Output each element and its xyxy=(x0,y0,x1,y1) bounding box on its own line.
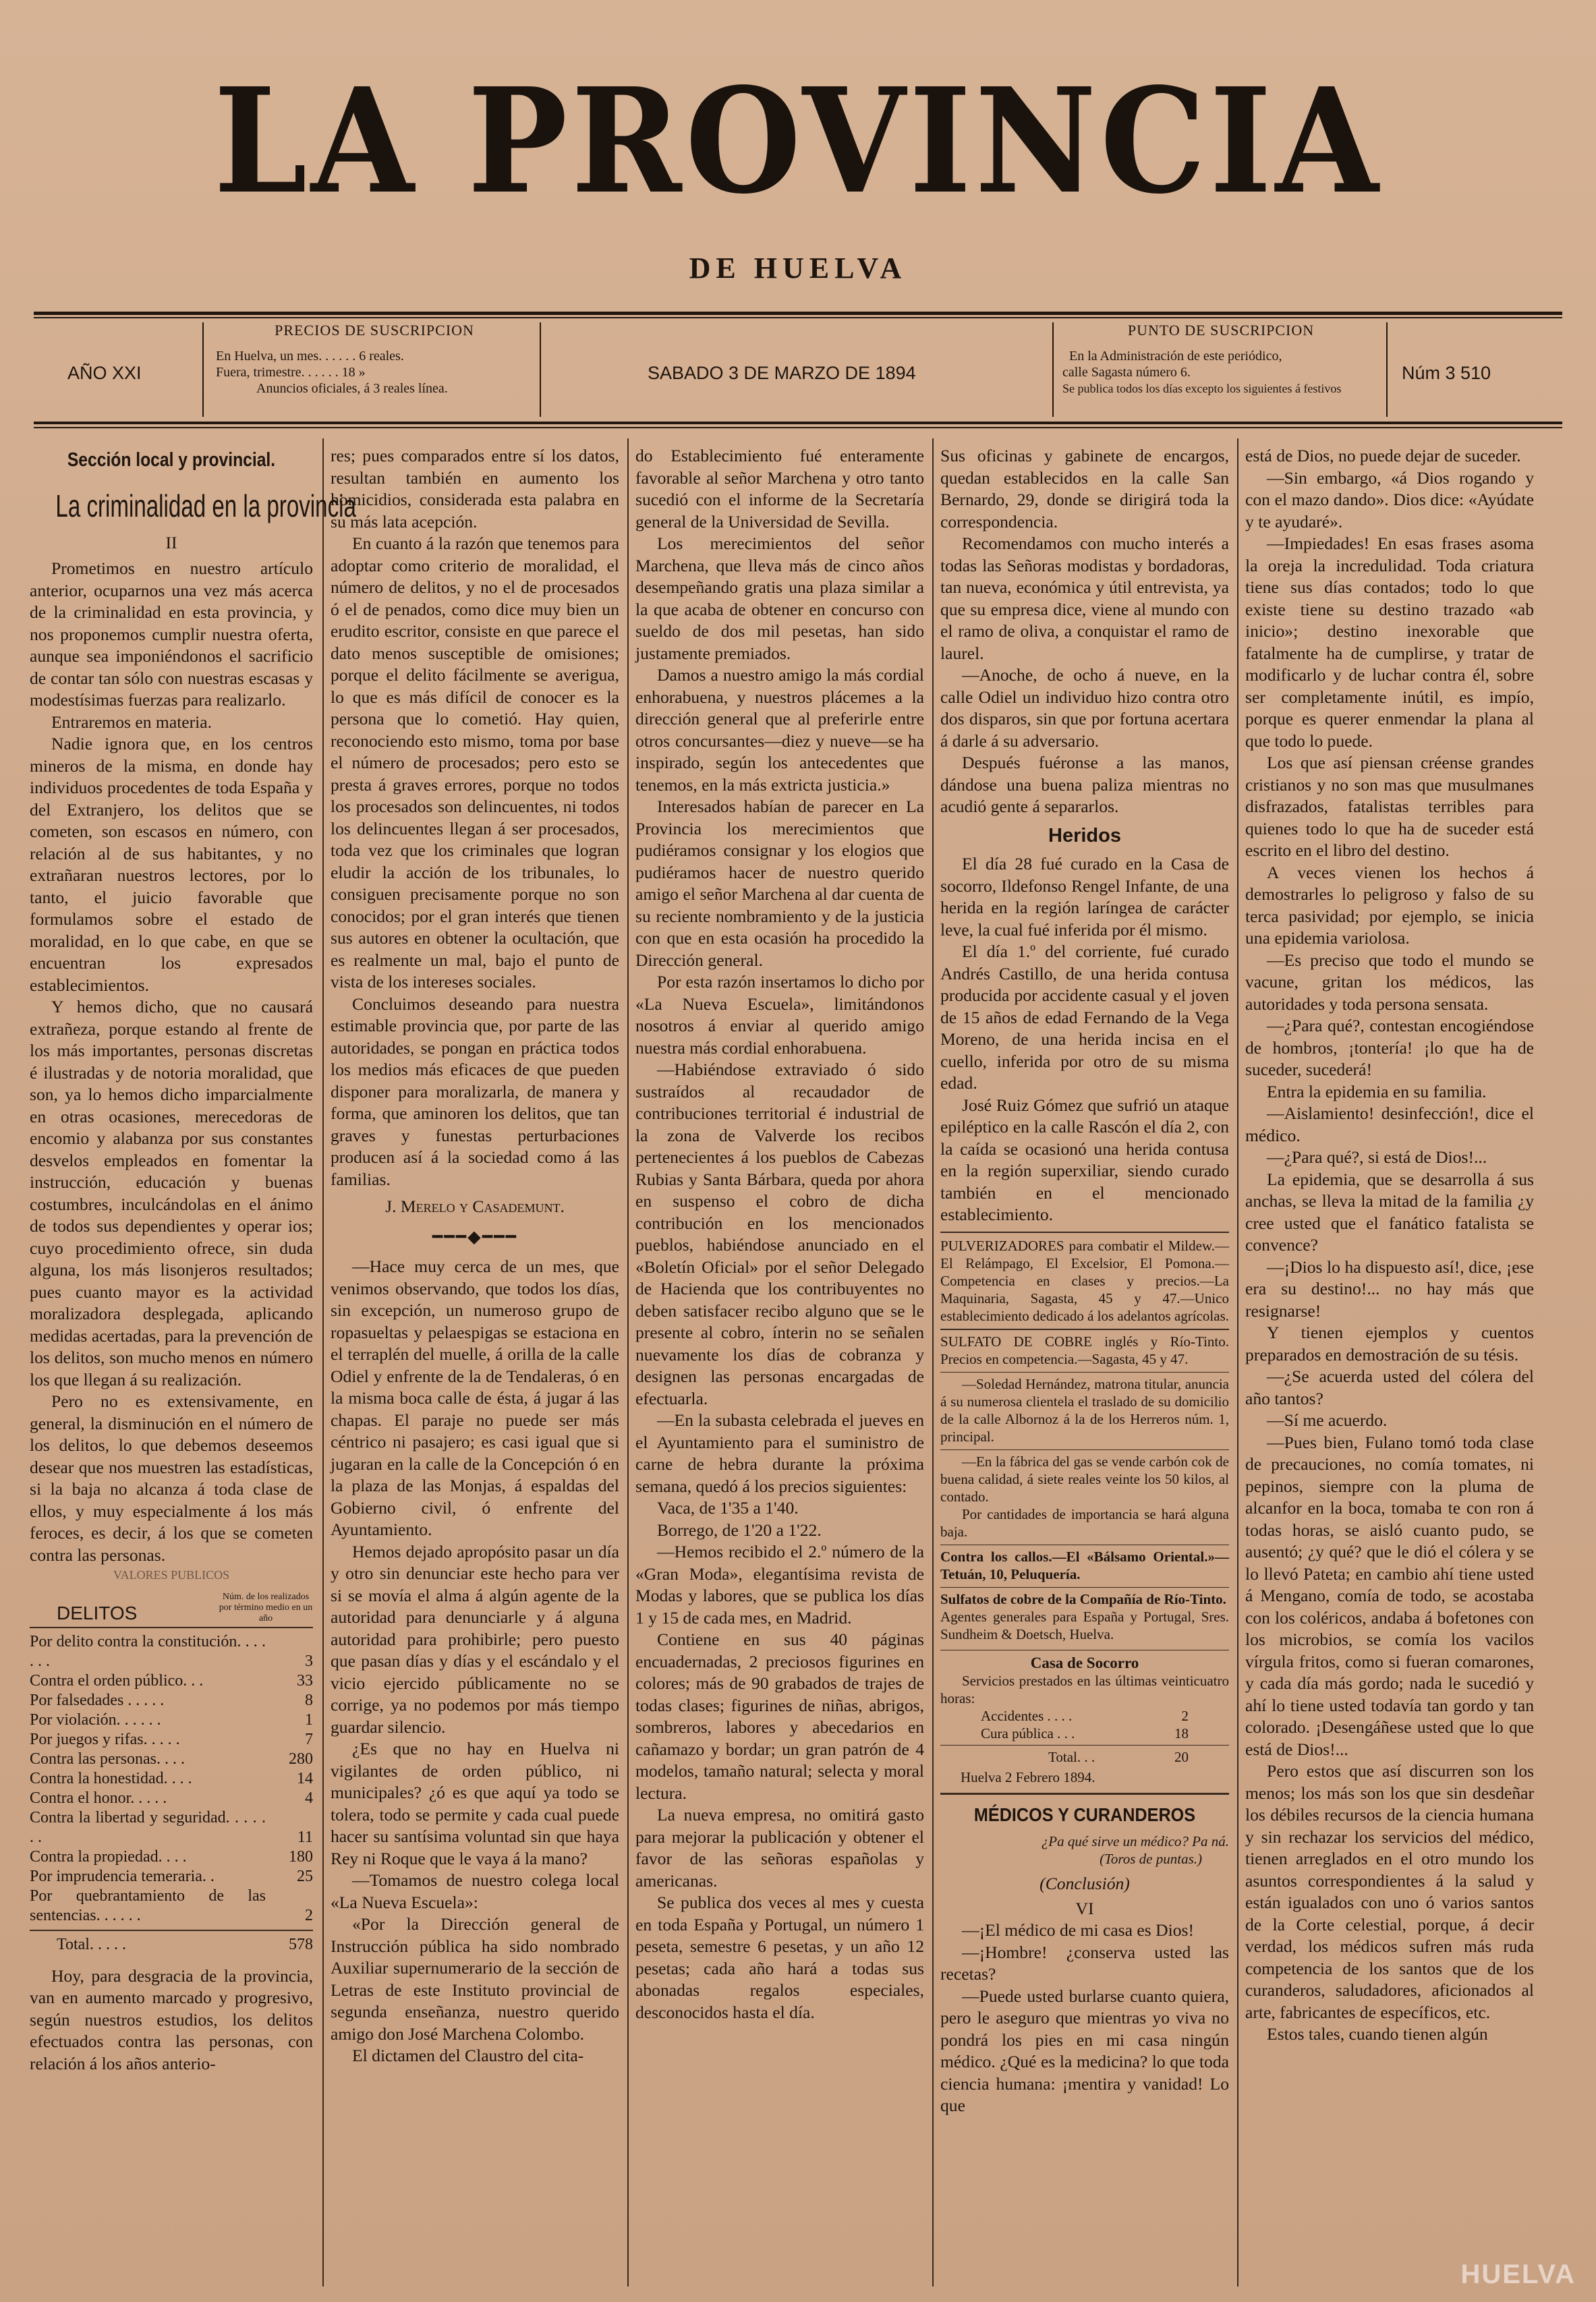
row-value: 4 xyxy=(305,1789,313,1807)
table-row xyxy=(30,1632,313,1671)
paragraph: Los merecimientos del señor Marchena, que lleva más de cinco años desempeñando gratis una plaza similar a la que acaba de obtener en concurso con sueldo de dos mil pesetas, han sido justamente premiados. xyxy=(635,534,924,663)
paragraph: En cuanto á la razón que tenemos para adoptar como criterio de moralidad, el número de delitos, y no el de procesados ó el de penados, como dice muy bien un erudito escritor, consiste en que parece el dato menos susceptible de omisiones; porque el delito fácilmente se averigua, lo que es más difícil de conocer es la persona que lo cometió. Hay quien, reconociendo esto mismo, toma por base el número de procesados; pero esto se presta á graves errores, porque no todos los procesados son delincuentes, ni todos los delincuentes llegan á ser procesados, toda vez que los criminales que logran eludir la acción de los tribunales, lo consiguen precisamente porque no son conocidos; por el gran interés que tienen sus autores en obtener la ocultación, que es realmente un mal, bajo el punto de vista de los intereses sociales. xyxy=(331,534,619,991)
column-divider xyxy=(932,438,934,2286)
column-3 xyxy=(635,445,924,2286)
socorro-label: Accidentes . . . . xyxy=(981,1707,1073,1724)
top-rule xyxy=(34,312,1562,315)
paragraph: Vaca, de 1'35 a 1'40. xyxy=(657,1498,799,1518)
paragraph: —¡Dios lo ha dispuesto así!, dice, ¡ese era su destino!... no hay más que resignarse! xyxy=(1245,1257,1534,1321)
issue-date: SABADO 3 DE MARZO DE 1894 xyxy=(648,363,916,383)
price-line: En Huelva, un mes. . . . . . 6 reales. xyxy=(216,349,404,364)
paragraph: Después fuéronse a las manos, dándose una buena paliza mientras no acudió gente á separarlos. xyxy=(940,753,1229,816)
table-row xyxy=(30,1867,313,1887)
socorro-value: 2 xyxy=(1181,1707,1189,1724)
paragraph: —Hemos recibido el 2.º número de la «Gran Moda», elegantísima revista de Modas y labores, que se publica los días 1 y 15 de cada mes, en Madrid. xyxy=(635,1542,924,1628)
row-value: 2 xyxy=(305,1907,313,1924)
part-number: II xyxy=(165,532,177,552)
paragraph: El dictamen del Claustro del cita- xyxy=(352,2046,584,2065)
paragraph: —Aislamiento! desinfección!, dice el médico. xyxy=(1245,1103,1534,1145)
row-value: 1 xyxy=(305,1711,313,1729)
paragraph: —Habiéndose extraviado ó sido sustraídos al recaudador de contribuciones territorial é industrial de la zona de Valverde los recibos pertenecientes á los pueblos de Cabezas Rubias y Santa Bárbara, queda por ahora en suspenso el cobro de dicha contribución en los mencionados pueblos, habiéndose anunciado en el «Boletín Oficial» por el señor Delegado de Hacienda que los contribuyentes no deben satisfacer recibo alguno que se le presente al cobro, ínterin no se señalen nuevamente los días de cobranza y designen las personas encargadas de efectuarla. xyxy=(635,1060,924,1408)
row-label: Por violación. . . . . . xyxy=(30,1711,161,1729)
table-row xyxy=(30,1710,313,1730)
price-line: Fuera, trimestre. . . . . . 18 » xyxy=(216,365,366,380)
paragraph: —Puede usted burlarse cuanto quiera, pero le aseguro que mientras yo viva no pondrá los pies en mi casa ningún médico. ¿Qué es la medicina? lo que toda ciencia humana: ¡mentira y vanidad! Lo que xyxy=(940,1986,1229,2115)
socorro-row xyxy=(940,1707,1229,1725)
paragraph: Pero estos que así discurren son los menos; los más son los que sin desdeñar los débiles recursos de la ciencia humana y sin rechazar los servicios del médico, tienen arreglados en el otro mundo los asuntos correspondientes á la salud y están igualados con uno ó varios santos de la Corte celestial, porque, á decir verdad, los médicos sufren más ruda competencia de los santos que de los curanderos, saludadores, aficionados al arte, fabricantes de específicos, etc. xyxy=(1245,1761,1534,2022)
row-label: Por imprudencia temeraria. . xyxy=(30,1868,215,1885)
paragraph: La nueva empresa, no omitirá gasto para mejorar la publicación y obtener el favor de las señoras españolas y americanas. xyxy=(635,1805,924,1891)
ornament-divider: ━━━◆━━━ xyxy=(432,1226,518,1246)
row-value: 3 xyxy=(305,1652,313,1670)
ad-text: —En la fábrica del gas se vende carbón cok de buena calidad, á siete reales veinte los 50 kilos, al contado. xyxy=(940,1449,1229,1505)
socorro-row xyxy=(940,1725,1229,1742)
table-row xyxy=(30,1789,313,1808)
point-title: PUNTO DE SUSCRIPCION xyxy=(1127,322,1315,339)
band-divider xyxy=(540,322,541,417)
row-label: Contra el orden público. . . xyxy=(30,1672,204,1690)
row-value: 180 xyxy=(289,1848,313,1866)
paragraph: —Anoche, de ocho á nueve, en la calle Odiel un individuo hizo contra otro dos disparos, sin que por fortuna acertara á darle á su adversario. xyxy=(940,665,1229,751)
paragraph: Hemos dejado apropósito pasar un día y otro sin denunciar este hecho para ver si se movía el alma á algún agente de la autoridad para denunciarle y á alguna autoridad para prohibirle; pero puesto que pasan días y días y el escándalo y el vicio ejercido públicamente no se corrige, ya no podemos por más tiempo guardar silencio. xyxy=(331,1541,619,1737)
table-note: Núm. de los realizados por término medio en un año xyxy=(219,1592,313,1623)
band-bottom-rule xyxy=(34,422,1562,424)
table-row xyxy=(30,1691,313,1710)
ad-text: PULVERIZADORES para combatir el Mildew.—El Relámpago, El Excelsior, El Pomona.—Competencia en clases y precios.—La Maquinaria, Sagasta, 45 y 47.—Unico establecimiento dedicado á los adelantos agrícolas. xyxy=(940,1237,1230,1324)
chapter-number: VI xyxy=(1075,1898,1094,1918)
row-value: 7 xyxy=(305,1731,313,1748)
point-line: En la Administración de este periódico, xyxy=(1069,349,1282,364)
socorro-value: 18 xyxy=(1174,1725,1189,1742)
table-row xyxy=(30,1730,313,1750)
archive-watermark: HUELVA xyxy=(1460,2260,1576,2289)
paragraph: Pero no es extensivamente, en general, la disminución en el número de los delitos, lo que debemos deseemos desear que nos muestren las estadísticas, si la baja no alcanza á toda clase de ellos, y muy especialmente á los más feroces, es decir, á los que se cometen contra las personas. xyxy=(30,1391,313,1565)
conclusion-label: (Conclusión) xyxy=(1039,1874,1130,1893)
paragraph: Hoy, para desgracia de la provincia, van en aumento marcado y progresivo, según nuestros estudios, los delitos efectuados contra las personas, con relación á los años anterio- xyxy=(30,1965,313,2073)
paragraph: Interesados habían de parecer en La Provincia los merecimientos que pudiéramos consignar y los elogios que pudiéramos hacer de nuestro querido amigo el señor Marchena al dar cuenta de su reciente nombramiento y de la justicia con que en esta ocasión ha procedido la Dirección general. xyxy=(635,797,924,970)
price-line: Anuncios oficiales, á 3 reales línea. xyxy=(256,381,448,396)
table-row xyxy=(30,1769,313,1789)
paragraph: do Establecimiento fué enteramente favorable al señor Marchena y otro tanto sucedió con el informe de la Secretaría general de la Universidad de Sevilla. xyxy=(635,446,924,531)
paragraph: Estos tales, cuando tienen algún xyxy=(1267,2024,1488,2044)
row-value: 8 xyxy=(305,1692,313,1709)
column-1 xyxy=(30,445,356,2286)
ad-text: SULFATO DE COBRE inglés y Río-Tinto. Precios en competencia.—Sagasta, 45 y 47. xyxy=(940,1329,1229,1368)
epigraph-source: (Toros de puntas.) xyxy=(1100,1851,1202,1867)
paragraph: José Ruiz Gómez que sufrió un ataque epiléptico en la calle Rascón el día 2, con la caída se ocasionó una herida contusa en la región superxiliar, siendo curado también en el mencionado establecimiento. xyxy=(940,1095,1229,1224)
paragraph: Por esta razón insertamos lo dicho por «La Nueva Escuela», limitándonos nosotros á enviar al querido amigo nuestra más cordial enhorabuena. xyxy=(635,972,924,1058)
medicos-heading: MÉDICOS Y CURANDEROS xyxy=(973,1804,1196,1825)
row-label: Contra la propiedad. . . . xyxy=(30,1848,187,1866)
paragraph: —Sin embargo, «á Dios rogando y con el mazo dando». Dios dice: «Ayúdate y te ayudaré». xyxy=(1245,467,1534,531)
paragraph: Entraremos en materia. xyxy=(51,712,212,732)
paragraph: —Pues bien, Fulano tomó toda clase de precauciones, no comía tomates, ni pepinos, siempre con la pluma de alcanfor en la boca, tomaba te con ron á todas horas, se aisló cuanto pudo, se ausentó; ¿y qué? que le dió el cólera y se lo llevó Pateta; en cambio ahí tiene usted á Mengano, comía de todo, se acostaba con los coléricos, andaba á bofetones con los microbios, se comía los vacilos vírgula fritos, como si fueran comarones, y cada día más gordo; nada le sucedió y ahí lo tiene usted todavía tan gordo y tan colorado. ¡Desengáñese usted que lo que está de Dios!... xyxy=(1245,1432,1534,1759)
paragraph: Contiene en sus 40 páginas encuadernadas, 2 preciosos figurines en colores; más de 90 grabados de trajes de todas clases; figurines de niñas, abrigos, sombreros, labores y abecedarios en cañamazo y bordar; un gran patrón de 4 modelos, tamaño natural; selecta y moral lectura. xyxy=(635,1630,924,1803)
paragraph: res; pues comparados entre sí los datos, resultan también en aumento los homicidios, considerada esta palabra en su más lata acepción. xyxy=(331,446,619,531)
column-divider xyxy=(322,438,324,2286)
paragraph: Prometimos en nuestro artículo anterior, ocuparnos una vez más acerca de la criminalidad en esta provincia, y nos proponemos cumplir nuestra oferta, aunque sea imponiéndonos el sacrificio de contar tan sólo con nuestras escasas y modestísimas fuerzas para realizarlo. xyxy=(30,558,313,710)
paragraph: El día 1.º del corriente, fué curado Andrés Castillo, de una herida contusa producida por accidente casual y el joven de 15 años de edad Fernando de la Vega Moreno, de una herida incisa en el cuello, inferida por otro de su misma edad. xyxy=(940,942,1229,1093)
article-headline: La criminalidad en la provincia xyxy=(55,488,356,523)
socorro-total-label: Total. . . xyxy=(1048,1748,1095,1765)
row-label: Por quebrantamiento de las sentencias. . . . . . xyxy=(30,1887,266,1924)
table-caption: VALORES PUBLICOS xyxy=(113,1568,230,1582)
paragraph: —Sí me acuerdo. xyxy=(1267,1410,1388,1430)
socorro-label: Cura pública . . . xyxy=(981,1725,1075,1742)
paragraph: Y tienen ejemplos y cuentos preparados en demostración de su tésis. xyxy=(1245,1323,1534,1364)
column-divider xyxy=(627,438,629,2286)
paragraph: «Por la Dirección general de Instrucción pública ha sido nombrado Auxiliar supernumerario de la sección de Letras de este Instituto provincial de segunda enseñanza, nuestro querido amigo don José Marchena Colombo. xyxy=(331,1914,619,2044)
row-label: Contra el honor. . . . . xyxy=(30,1789,167,1807)
paragraph: Sus oficinas y gabinete de encargos, quedan establecidos en la calle San Bernardo, 29, donde se dirigirá toda la correspondencia. xyxy=(940,446,1229,531)
table-row xyxy=(30,1887,313,1926)
point-line: Se publica todos los días excepto los siguientes á festivos xyxy=(1062,382,1342,395)
paragraph: El día 28 fué curado en la Casa de socorro, Ildefonso Rengel Infante, de una herida en la región laríngea de carácter leve, la cual fué inferida por él mismo. xyxy=(940,854,1229,940)
paragraph: —Hace muy cerca de un mes, que venimos observando, que todos los días, sin excepción, un numeroso grupo de ropasueltas y pelaespigas se estaciona en el terraplén del muelle, á orilla de la calle Odiel y enfrente de la de Tendaleras, ó en la misma boca calle de ésta, á jugar á las chapas. El paraje no puede ser más céntrico ni pasajero; es casi igual que si jugaran en la calle de la Concepción ó en la plaza de las Monjas, á espaldas del Gobierno civil, ó enfrente del Ayuntamiento. xyxy=(331,1257,619,1539)
total-value: 578 xyxy=(289,1936,313,1953)
band-divider xyxy=(1386,322,1388,417)
crime-table-header xyxy=(30,1592,313,1628)
advertisements xyxy=(940,1232,1229,1786)
paragraph: está de Dios, no puede dejar de suceder. xyxy=(1245,446,1521,465)
ad-text: Contra los callos.—El «Bálsamo Oriental.»—Tetuán, 10, Peluquería. xyxy=(940,1545,1229,1583)
paragraph: Concluimos deseando para nuestra estimable provincia que, por parte de las autoridades, se pongan en práctica todos los medios más eficaces de que pueden disponer para moralizarla, de manera y forma, que aminoren los delitos, que tan graves y funestas perturbaciones producen así á la sociedad como á las familias. xyxy=(331,994,619,1189)
table-row xyxy=(30,1847,313,1867)
row-label: Contra la honestidad. . . . xyxy=(30,1770,192,1787)
socorro-title: Casa de Socorro xyxy=(940,1650,1229,1672)
paragraph: —¿Para qué?, contestan encogiéndose de hombros, ¡tontería! ¡lo que ha de suceder, sucederá! xyxy=(1245,1016,1534,1079)
author-signature: J. Merelo y Casademunt. xyxy=(385,1197,565,1216)
point-line: calle Sagasta número 6. xyxy=(1062,365,1191,380)
paragraph: A veces vienen los hechos á demostrarles lo peligroso y falso de su terca pasividad; por ejemplo, se inicia una epidemia variolosa. xyxy=(1245,862,1534,948)
masthead-subtitle: DE HUELVA xyxy=(689,252,907,285)
ad-text: —Soledad Hernández, matrona titular, anuncia á su numerosa clientela el traslado de su domicilio de la calle Albornoz á la de los Herreros núm. 1, principal. xyxy=(940,1372,1229,1445)
paragraph: —¿Se acuerda usted del cólera del año tantos? xyxy=(1245,1366,1534,1408)
paragraph: Entra la epidemia en su familia. xyxy=(1267,1081,1487,1101)
epigraph: ¿Pa qué sirve un médico? Pa ná. xyxy=(1041,1833,1229,1849)
socorro-total xyxy=(940,1745,1229,1766)
row-value: 25 xyxy=(297,1868,313,1885)
row-label: Contra las personas. . . . xyxy=(30,1750,185,1768)
column-divider xyxy=(1237,438,1238,2286)
ad-text: Sulfatos de cobre de la Compañía de Río-Tinto. xyxy=(940,1587,1229,1608)
column-5 xyxy=(1245,445,1534,2286)
paragraph: ¿Es que no hay en Huelva ni vigilantes de orden público, ni municipales? ¿ó es que aquí ya todo se tolera, todo se permite y cada cual puede hacer su santísima voluntad sin que haya Rey ni Roque que le vaya á la mano? xyxy=(331,1739,619,1868)
paragraph: Se publica dos veces al mes y cuesta en toda España y Portugal, un número 1 peseta, semestre 6 pesetas, y un año 12 pesetas; cada año hará a todas sus abonadas regalos especiales, desconocidos hasta el día. xyxy=(635,1893,924,2022)
table-row xyxy=(30,1750,313,1769)
table-total xyxy=(30,1930,313,1956)
ad-text: Por cantidades de importancia se hará alguna baja. xyxy=(940,1505,1229,1540)
paragraph: Los que así piensan créense grandes cristianos y no son mas que musulmanes disfrazados, fatalistas terribles para quienes todo lo que ha de suceder está escrito en el libro del destino. xyxy=(1245,753,1534,860)
paragraph: —Es preciso que todo el mundo se vacune, gritan los médicos, las autoridades y toda persona sensata. xyxy=(1245,950,1534,1014)
prices-title: PRECIOS DE SUSCRIPCION xyxy=(275,322,474,339)
paragraph: —¿Para qué?, si está de Dios!... xyxy=(1267,1147,1487,1167)
paragraph: —Tomamos de nuestro colega local «La Nueva Escuela»: xyxy=(331,1870,619,1912)
paragraph: La epidemia, que se desarrolla á sus anchas, se lleva la mitad de la familia ¿y cree usted que el fanático fatalista se convence? xyxy=(1245,1169,1534,1255)
band-bottom-rule-thin xyxy=(34,427,1562,428)
band-divider xyxy=(202,322,204,417)
row-label: Contra la libertad y seguridad. . . . . . . xyxy=(30,1809,266,1846)
socorro-subtitle: Servicios prestados en las últimas veinticuatro horas: xyxy=(940,1672,1229,1706)
table-row xyxy=(30,1671,313,1691)
paragraph: Y hemos dicho, que no causará extrañeza, porque estando al frente de los más importantes, personas discretas é ilustradas y de notoria moralidad, que son, ya lo hemos dicho imparcialmente en otras ocasiones, merecedoras de encomio y alabanza por sus constantes desvelos empleados en fomentar la instrucción, educación y buenas costumbres, inculcándolas en el ánimo de todos sus dependientes y operar ios; cuyo procedimiento ofrece, sin duda alguna, los más lisonjeros resultados; pues cuanto mayor es la actividad moralizadora desplegada, aplicando medidas acertadas, para la prevención de los delitos, son mucho menos en número los que llegan á su realización. xyxy=(30,997,313,1389)
paragraph: Damos a nuestro amigo la más cordial enhorabuena, y nuestros plácemes a la dirección general que al preferirle entre otros concursantes—diez y nueve—se ha inspirado, según los antecedentes que tenemos, en la más extricta justicia.» xyxy=(635,665,924,795)
subscription-prices xyxy=(216,322,533,397)
table-label: DELITOS xyxy=(57,1602,138,1623)
row-value: 11 xyxy=(297,1829,313,1846)
total-label: Total. . . . . xyxy=(57,1936,126,1953)
row-label: Por juegos y rifas. . . . . xyxy=(30,1731,180,1748)
row-value: 14 xyxy=(297,1770,313,1787)
row-value: 280 xyxy=(289,1750,313,1768)
band-divider xyxy=(1052,322,1054,417)
column-4 xyxy=(940,445,1229,2286)
top-rule-thin xyxy=(34,317,1562,318)
heridos-heading: Heridos xyxy=(1048,824,1121,846)
crime-table xyxy=(30,1632,313,1926)
ad-text: Agentes generales para España y Portugal, Sres. Sundheim & Doetsch, Huelva. xyxy=(940,1608,1229,1642)
row-label: Por delito contra la constitución. . . . . . . xyxy=(30,1633,266,1670)
paragraph: Borrego, de 1'20 a 1'22. xyxy=(657,1520,822,1540)
year-label: AÑO XXI xyxy=(67,363,142,383)
row-label: Por falsedades . . . . . xyxy=(30,1692,165,1709)
section-title: Sección local y provincial. xyxy=(67,449,276,471)
paragraph: —¡El médico de mi casa es Dios! xyxy=(962,1920,1194,1940)
subscription-point xyxy=(1062,322,1379,397)
socorro-total-value: 20 xyxy=(1174,1748,1189,1765)
paragraph: Nadie ignora que, en los centros mineros de la misma, en donde hay individuos procedentes de toda España y del Extranjero, los delitos que se cometen, son escasos en número, con relación al de sus habitantes, y no extrañaran nuestros lectores, por lo tanto, el juicio favorable que formulamos sobre el estado de moralidad, en lo que cabe, en que se encuentran los expresados establecimientos. xyxy=(30,734,313,995)
row-value: 33 xyxy=(297,1672,313,1690)
socorro-date: Huelva 2 Febrero 1894. xyxy=(961,1768,1095,1785)
paragraph: —Impiedades! En esas frases asoma la oreja la incredulidad. Toda criatura tiene sus días contados; todo lo que existe tiene su destino trazado «ab inicio»; destino inexorable que fatalmente ha de cumplirse, y tratar de modificarlo y de luchar contra él, sobre ser completamente inútil, es impío, porque es querer enmendar la plana al que todo lo puede. xyxy=(1245,534,1534,751)
paragraph: Recomendamos con mucho interés a todas las Señoras modistas y bordadoras, tan nueva, económica y útil entrevista, ya que su empresa dice, viene al mundo con el ramo de oliva, a conquistar el ramo de laurel. xyxy=(940,534,1229,663)
paragraph: —¡Hombre! ¿conserva usted las recetas? xyxy=(940,1942,1229,1984)
table-row xyxy=(30,1808,313,1847)
masthead-title: LA PROVINCIA xyxy=(213,57,1383,226)
paragraph: —En la subasta celebrada el jueves en el Ayuntamiento para el suministro de carne de hebra durante la próxima semana, quedó á los precios siguientes: xyxy=(635,1410,924,1496)
issue-number: Núm 3 510 xyxy=(1402,363,1491,383)
column-2 xyxy=(331,445,619,2286)
